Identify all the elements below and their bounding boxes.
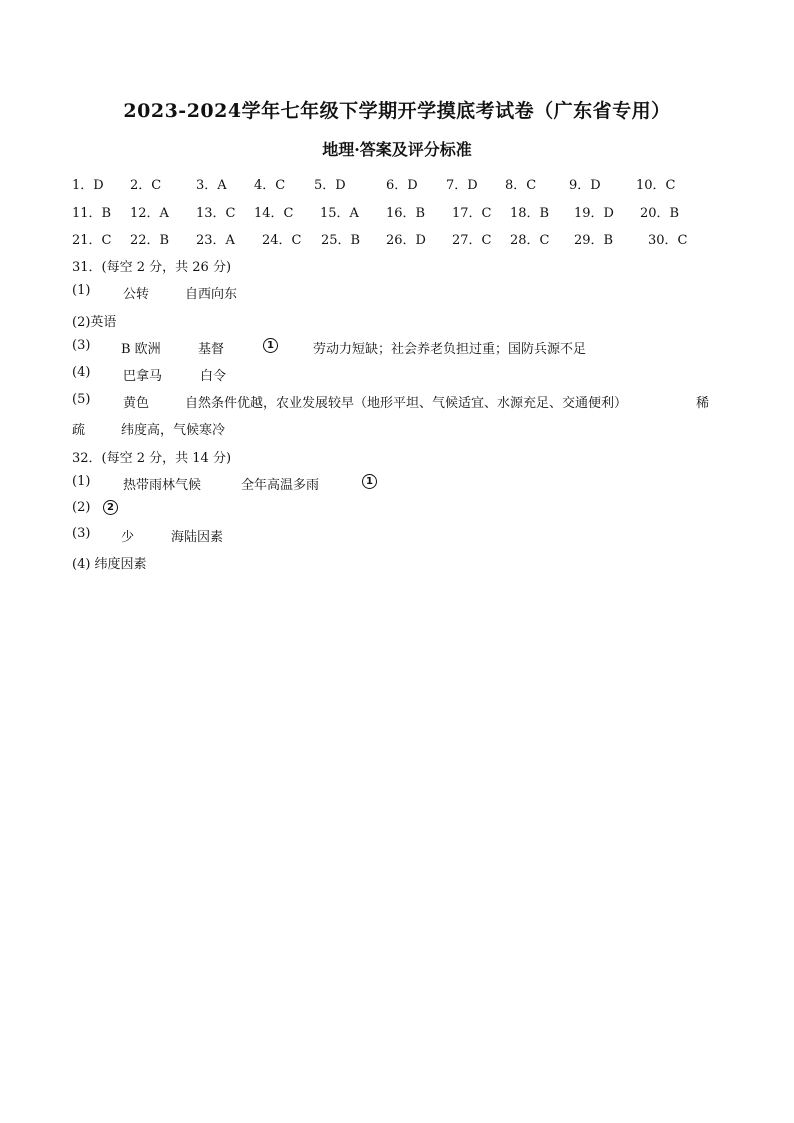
answer-item: 18．B: [510, 206, 550, 221]
part-number: (4): [72, 365, 91, 380]
part-number: (1): [72, 474, 91, 489]
answer-item: 20．B: [640, 206, 680, 221]
answer-text: 稀: [696, 396, 710, 411]
answer-item: 24．C: [262, 233, 302, 248]
answer-item: 7．D: [446, 178, 478, 193]
answer-item: 29．B: [574, 233, 614, 248]
answer-item: 23．A: [196, 233, 235, 248]
answer-item: 28．C: [510, 233, 550, 248]
answer-item: 8．C: [505, 178, 537, 193]
answer-text: 热带雨林气候: [123, 478, 202, 493]
answer-item: 14．C: [254, 206, 294, 221]
q32-part-4: (4) 纬度因素: [72, 557, 147, 572]
answer-text: 黄色: [123, 396, 150, 411]
answer-text: 海陆因素: [171, 530, 224, 545]
answer-text: 基督: [198, 342, 225, 357]
answer-item: 16．B: [386, 206, 426, 221]
answer-item: 3．A: [196, 178, 227, 193]
part-number: (3): [72, 526, 91, 541]
answer-item: 15．A: [320, 206, 359, 221]
part-number: (2): [72, 500, 91, 515]
answer-item: 21．C: [72, 233, 112, 248]
answer-text: B 欧洲: [121, 342, 161, 357]
answer-text: 劳动力短缺；社会养老负担过重；国防兵源不足: [313, 342, 587, 357]
answer-item: 4．C: [254, 178, 286, 193]
answer-text: 自西向东: [185, 287, 238, 302]
part-number: (5): [72, 392, 91, 407]
q32-heading: 32．(每空 2 分，共 14 分): [72, 451, 232, 466]
answer-item: 27．C: [452, 233, 492, 248]
answer-text: 疏: [72, 423, 86, 438]
answer-item: 5．D: [314, 178, 346, 193]
answer-text: 白令: [200, 369, 227, 384]
answer-item: 25．B: [321, 233, 361, 248]
q31-part-2: (2)英语: [72, 315, 117, 330]
answer-item: 6．D: [386, 178, 418, 193]
answer-item: 13．C: [196, 206, 236, 221]
answer-text: 巴拿马: [123, 369, 163, 384]
answer-item: 2．C: [130, 178, 162, 193]
circled-number-icon: 1: [263, 338, 278, 353]
answer-item: 1．D: [72, 178, 104, 193]
answer-item: 10．C: [636, 178, 676, 193]
q31-heading: 31．(每空 2 分，共 26 分): [72, 260, 232, 275]
answer-text: 少: [121, 530, 135, 545]
answer-text: 自然条件优越，农业发展较早（地形平坦、气候适宜、水源充足、交通便利）: [185, 396, 628, 411]
answer-item: 26．D: [386, 233, 426, 248]
answer-item: 17．C: [452, 206, 492, 221]
circled-number-icon: 1: [362, 474, 377, 489]
part-number: (3): [72, 338, 91, 353]
answer-text: 全年高温多雨: [241, 478, 320, 493]
answer-item: 12．A: [130, 206, 169, 221]
answer-text: 公转: [123, 287, 150, 302]
answer-item: 22．B: [130, 233, 170, 248]
part-number: (1): [72, 283, 91, 298]
answer-item: 9．D: [569, 178, 601, 193]
answer-item: 11．B: [72, 206, 112, 221]
answer-item: 30．C: [648, 233, 688, 248]
answer-text: 纬度高，气候寒冷: [121, 423, 226, 438]
circled-number-icon: 2: [103, 500, 118, 515]
page-subtitle: 地理·答案及评分标准: [322, 140, 472, 159]
page-title: 2023-2024学年七年级下学期开学摸底考试卷（广东省专用）: [123, 100, 671, 122]
answer-item: 19．D: [574, 206, 614, 221]
